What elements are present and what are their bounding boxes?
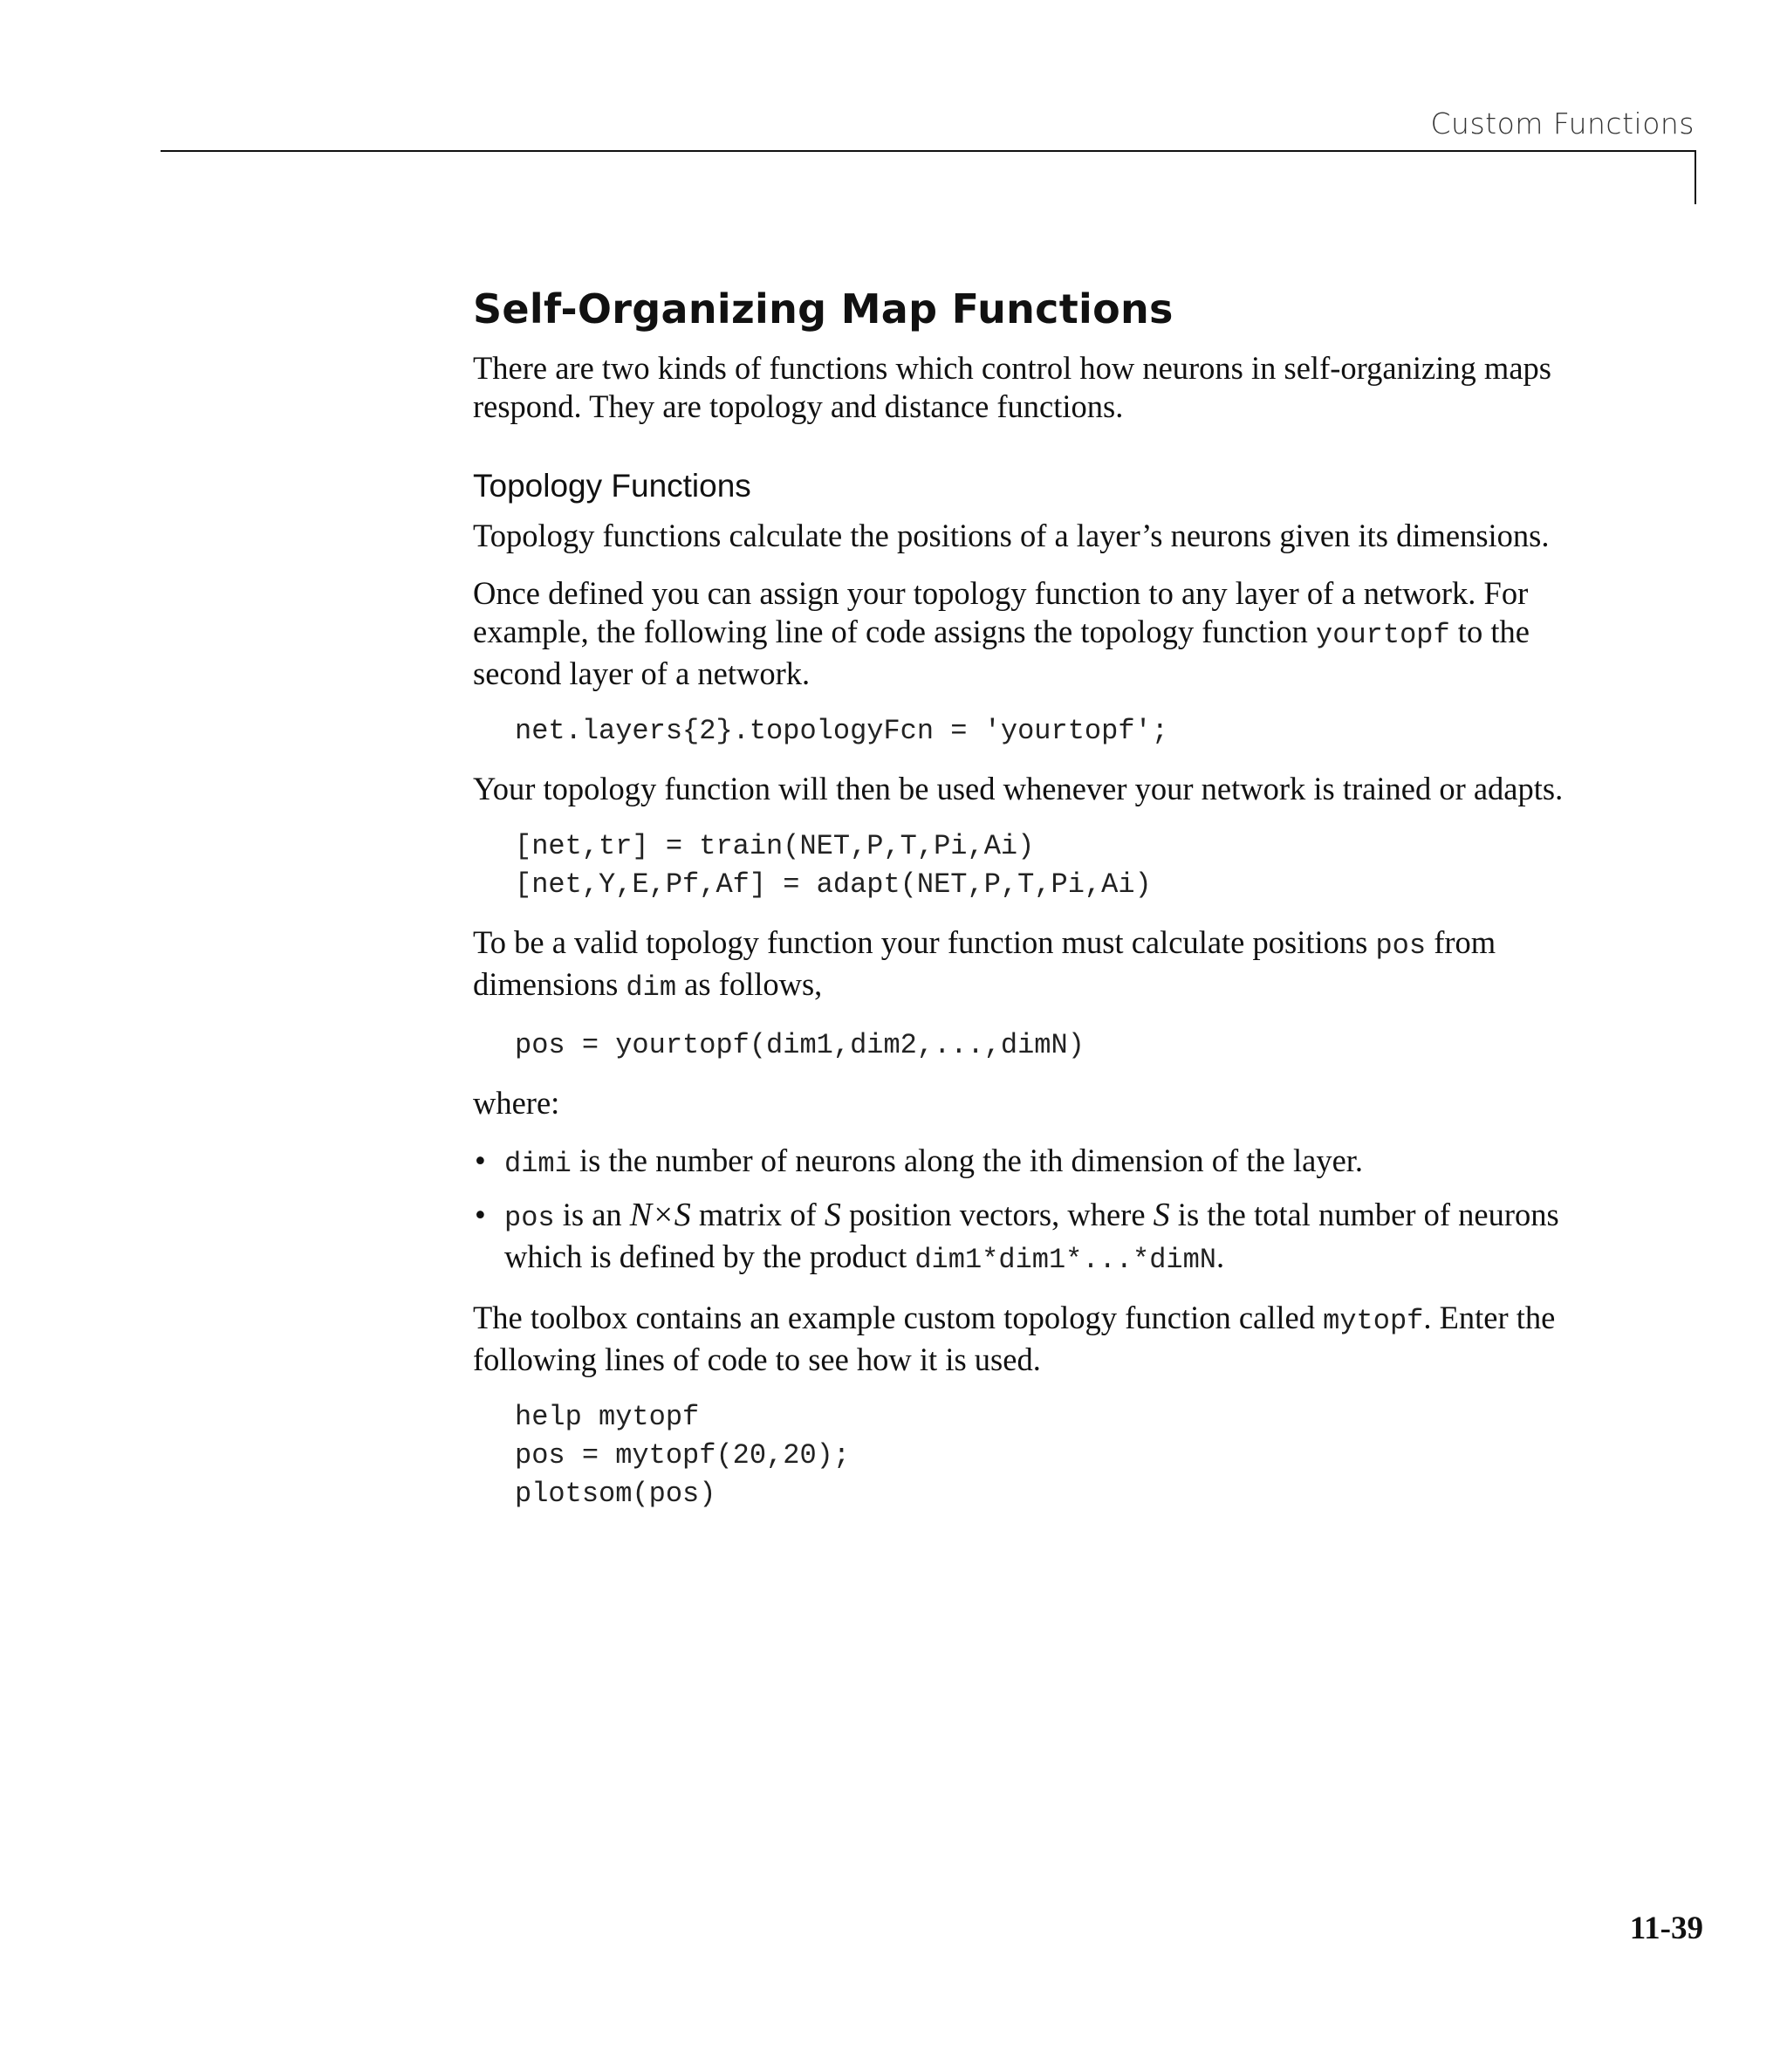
header-rule-tick (1695, 150, 1696, 204)
code-block-example (473, 1398, 1607, 1513)
paragraph-valid-text-c: as follows, (676, 966, 823, 1002)
code-line: [net,Y,E,Pf,Af] = adapt(NET,P,T,Pi,Ai) (515, 868, 1152, 901)
paragraph-example-text-b: . Enter the following lines of code to see how it is used. (473, 1300, 1556, 1377)
paragraph-assign-text-a: Once defined you can assign your topology function to any layer of a network. For example, the following line of code assigns the topology function (473, 575, 1529, 649)
paragraph-assign-text-b: to the second layer of a network. (473, 614, 1530, 691)
section-title: Self-Organizing Map Functions (473, 285, 1174, 333)
header-rule (161, 150, 1696, 152)
paragraph-assign (473, 574, 1607, 693)
list-item (473, 1196, 1607, 1280)
paragraph-example (473, 1299, 1607, 1379)
inline-code-yourtopf: yourtopf (1316, 619, 1450, 651)
paragraph-valid-text-b: from dimensions (473, 924, 1496, 1002)
list-item (473, 1142, 1607, 1184)
paragraph-valid (473, 923, 1607, 1007)
code-block-signature (473, 1026, 1607, 1065)
paragraph-usage: Your topology function will then be used whenever your network is trained or adapts. (473, 771, 1564, 806)
paragraph-definition: Topology functions calculate the positions of a layer’s neurons given its dimensions. (473, 518, 1550, 553)
inline-code-dimi: dimi (504, 1148, 572, 1180)
code-block-train-adapt (473, 827, 1607, 904)
inline-code-dim: dim (626, 971, 677, 1004)
list-item-text: is the total number of neurons which is defined by the product (504, 1197, 1559, 1274)
running-head: Custom Functions (1430, 106, 1695, 141)
page-content (473, 281, 1607, 1533)
code-block-assign (473, 712, 1607, 751)
inline-code-product: dim1*dim1*...*dimN (914, 1244, 1216, 1276)
code-line: help mytopf (515, 1401, 700, 1433)
bullet-icon: • (475, 1197, 486, 1232)
math-s: S (1153, 1197, 1170, 1233)
paragraph-where: where: (473, 1085, 560, 1121)
inline-code-pos: pos (1375, 930, 1427, 962)
paragraph-valid-text-a: To be a valid topology function your function must calculate positions (473, 924, 1376, 960)
section-intro: There are two kinds of functions which control how neurons in self-organizing maps respond. They are topology and distance functions. (473, 350, 1551, 424)
list-item-text: is the number of neurons along the ith dimension of the layer. (571, 1142, 1364, 1178)
inline-code-mytopf: mytopf (1323, 1305, 1424, 1337)
code-line: [net,tr] = train(NET,P,T,Pi,Ai) (515, 830, 1035, 862)
paragraph-example-text-a: The toolbox contains an example custom topology function called (473, 1300, 1324, 1335)
inline-code-pos: pos (504, 1202, 555, 1234)
code-line: pos = mytopf(20,20); (515, 1439, 851, 1472)
definition-list (473, 1142, 1607, 1280)
code-line: pos = yourtopf(dim1,dim2,...,dimN) (515, 1029, 1085, 1061)
list-item-text: position vectors, where (840, 1197, 1154, 1232)
page-number: 11-39 (1629, 1911, 1703, 1946)
math-s: S (824, 1197, 841, 1233)
code-line: plotsom(pos) (515, 1478, 716, 1510)
bullet-icon: • (475, 1142, 486, 1178)
list-item-text: is an (554, 1197, 630, 1232)
code-line: net.layers{2}.topologyFcn = 'yourtopf'; (515, 715, 1168, 747)
math-n-by-s: N×S (629, 1197, 691, 1233)
list-item-text: . (1216, 1238, 1225, 1274)
subsection-title: Topology Functions (473, 468, 751, 504)
list-item-text: matrix of (690, 1197, 825, 1232)
